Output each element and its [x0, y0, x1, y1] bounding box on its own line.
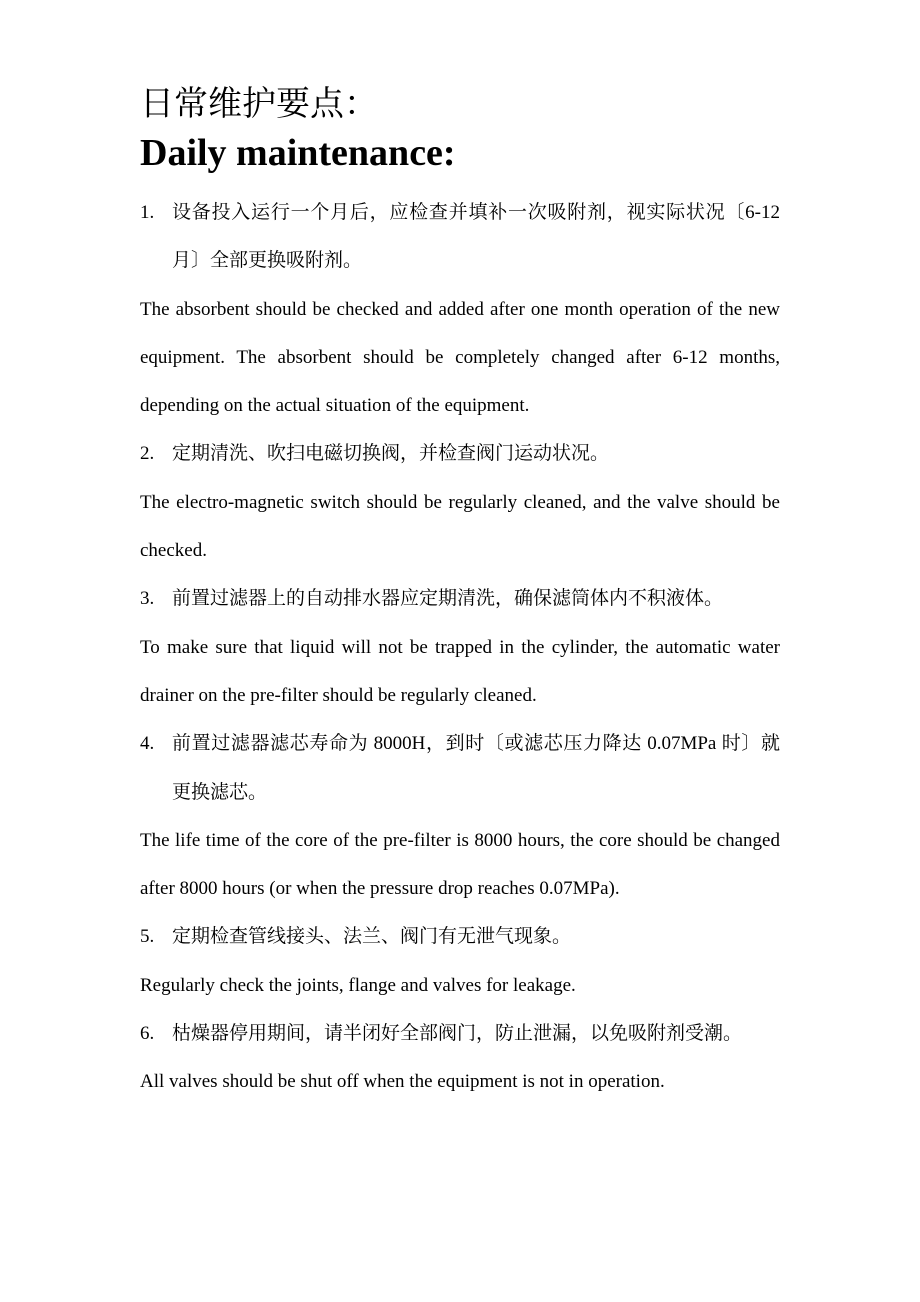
- item-text-chinese: 前置过滤器上的自动排水器应定期清洗，确保滤筒体内不积液体。: [172, 588, 724, 610]
- item-2-english: The electro-magnetic switch should be regularly cleaned, and the valve should be checked.: [140, 491, 780, 562]
- item-4-chinese: [140, 720, 780, 817]
- item-text-chinese: 定期清洗、吹扫电磁切换阀，并检查阀门运动状况。: [172, 443, 610, 465]
- item-2-chinese: [140, 430, 780, 478]
- item-3-chinese: [140, 575, 780, 623]
- item-text-chinese: 前置过滤器滤芯寿命为 8000H，到时〔或滤芯压力降达 0.07MPa 时〕就更换滤芯。: [172, 733, 780, 803]
- item-number: 3.: [140, 588, 155, 610]
- item-5-english: Regularly check the joints, flange and valves for leakage.: [140, 974, 576, 996]
- item-4-english: The life time of the core of the pre-filter is 8000 hours, the core should be changed after 8000 hours (or when the pressure drop reaches 0.07MPa).: [140, 829, 780, 900]
- maintenance-list: [140, 189, 780, 1107]
- item-3-english: To make sure that liquid will not be trapped in the cylinder, the automatic water drainer on the pre-filter should be regularly cleaned.: [140, 636, 780, 706]
- item-text-chinese: 设备投入运行一个月后，应检查并填补一次吸附剂，视实际状况〔6-12 月〕全部更换吸附剂。: [172, 202, 780, 272]
- item-number: 2.: [140, 443, 155, 465]
- item-text-chinese: 定期检查管线接头、法兰、阀门有无泄气现象。: [172, 926, 572, 948]
- item-6-chinese: [140, 1010, 780, 1058]
- title-chinese: 日常维护要点：: [140, 84, 378, 124]
- item-number: 1.: [140, 202, 155, 223]
- item-text-chinese: 枯燥器停用期间，请半闭好全部阀门，防止泄漏，以免吸附剂受潮。: [172, 1023, 743, 1045]
- item-1-english: The absorbent should be checked and added after one month operation of the new equipment. The absorbent should be completely changed after 6-12 months, depending on the actual situation of the equipment.: [140, 298, 780, 417]
- title-english: Daily maintenance:: [140, 132, 456, 174]
- item-5-chinese: [140, 913, 780, 961]
- item-number: 4.: [140, 733, 155, 755]
- item-1-chinese: [140, 189, 780, 286]
- item-6-english: All valves should be shut off when the equipment is not in operation.: [140, 1071, 665, 1093]
- item-number: 5.: [140, 926, 155, 948]
- item-number: 6.: [140, 1023, 155, 1045]
